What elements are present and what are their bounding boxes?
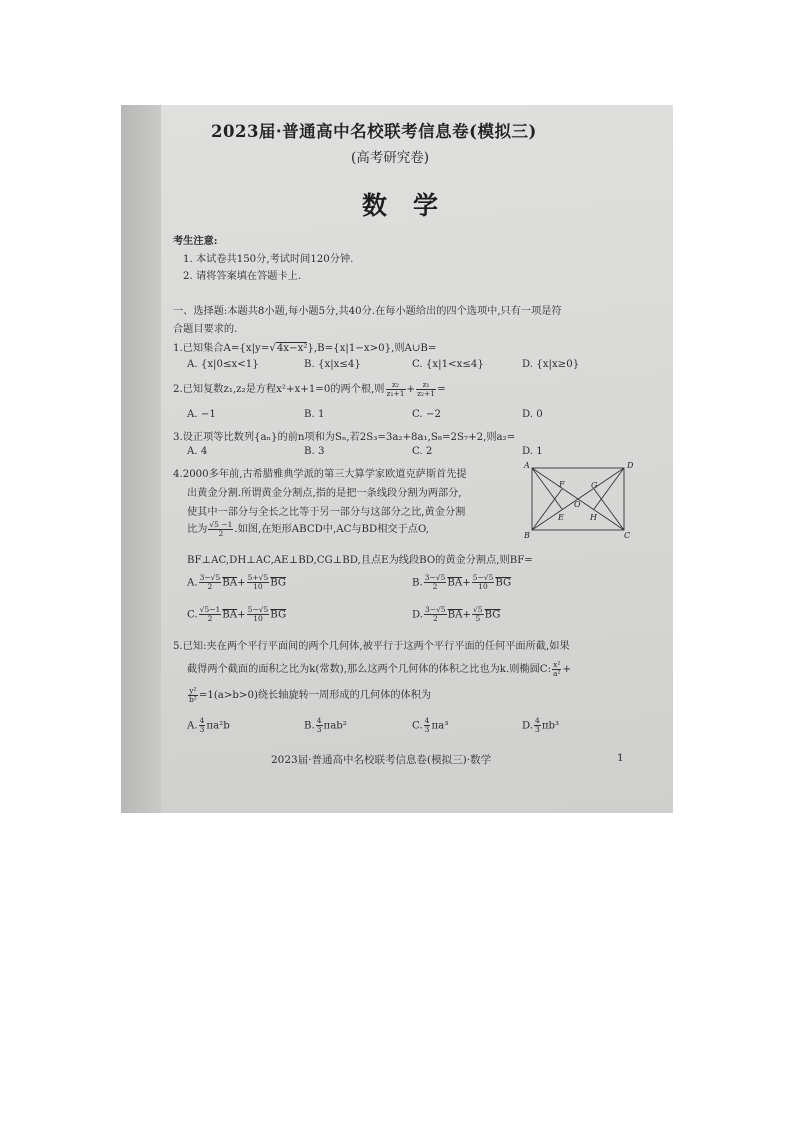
exam-subtitle: (高考研究卷) bbox=[351, 150, 430, 166]
fraction bbox=[199, 606, 222, 623]
segment-cg bbox=[594, 489, 624, 530]
label-a: A bbox=[524, 461, 530, 470]
option-c: C. −2 bbox=[412, 409, 441, 420]
sqrt-symbol: √ bbox=[269, 343, 276, 354]
numerator: 5−√5 bbox=[472, 573, 494, 582]
option-d: D. 1 bbox=[522, 446, 543, 457]
question-5-line bbox=[187, 660, 571, 678]
fraction bbox=[424, 606, 447, 623]
question-4-line: 出黄金分割.所谓黄金分割点,指的是把一条线段分割为两部分, bbox=[187, 488, 462, 499]
option-a: A. −1 bbox=[187, 409, 216, 420]
notice-heading: 考生注意: bbox=[173, 235, 218, 247]
option-a: A. {x|0≤x<1} bbox=[187, 359, 259, 370]
golden-ratio-fraction bbox=[208, 521, 233, 538]
denominator: 3 bbox=[316, 725, 322, 734]
numerator: y² bbox=[189, 685, 197, 695]
option-label: A. bbox=[187, 577, 198, 589]
fraction bbox=[472, 574, 495, 591]
numerator: √5 −1 bbox=[209, 519, 233, 529]
q5-text: 截得两个截面的面积之比为k(常数),那么这两个几何体的体积之比也为k.则椭圆C: bbox=[187, 664, 551, 675]
fraction bbox=[416, 381, 436, 398]
label-b: B bbox=[524, 531, 530, 540]
option-a: A. 4 bbox=[187, 446, 208, 457]
plus-sign: + bbox=[562, 664, 572, 675]
option-expression: πab² bbox=[323, 720, 347, 732]
denominator: 5 bbox=[475, 614, 481, 623]
fraction bbox=[247, 574, 270, 591]
q2-stem-part: 2.已知复数z₁,z₂是方程x²+x+1=0的两个根,则 bbox=[173, 384, 385, 395]
fraction bbox=[424, 574, 447, 591]
denominator: 2 bbox=[207, 614, 213, 623]
option-b: B. 1 bbox=[304, 409, 325, 420]
option-expression: πb³ bbox=[541, 720, 560, 732]
section-heading-cont: 合题目要求的. bbox=[173, 324, 238, 335]
segment-bf bbox=[532, 489, 562, 530]
plus-sign: + bbox=[406, 384, 416, 395]
fraction bbox=[424, 717, 431, 734]
vector-ba: $\overline{BA}$ bbox=[222, 577, 238, 589]
option-d bbox=[412, 606, 500, 623]
question-1-stem bbox=[173, 339, 436, 354]
fraction bbox=[316, 717, 323, 734]
vector-bg: $\overline{BG}$ bbox=[484, 609, 501, 621]
denominator: z₁+1 bbox=[386, 388, 405, 398]
page-number: 1 bbox=[617, 752, 624, 764]
numerator: 5+√5 bbox=[247, 573, 269, 582]
fraction bbox=[199, 717, 206, 734]
option-d bbox=[522, 717, 559, 734]
option-label: D. bbox=[522, 720, 534, 732]
option-label: D. bbox=[412, 609, 424, 621]
plus-sign: + bbox=[237, 577, 246, 589]
fraction bbox=[199, 574, 222, 591]
denominator: 3 bbox=[424, 725, 430, 734]
question-5-line: 5.已知:夹在两个平行平面间的两个几何体,被平行于这两个平行平面的任何平面所截,如果 bbox=[173, 641, 570, 652]
photo-background-edge bbox=[121, 105, 161, 813]
label-o: O bbox=[574, 500, 581, 509]
option-c bbox=[187, 606, 286, 623]
option-c: C. {x|1<x≤4} bbox=[412, 359, 484, 370]
vector-ba: $\overline{BA}$ bbox=[222, 609, 238, 621]
option-d: D. 0 bbox=[522, 409, 543, 420]
q4-text: .如图,在矩形ABCD中,AC与BD相交于点O, bbox=[234, 524, 429, 535]
numerator: √5−1 bbox=[199, 605, 221, 614]
denominator: z₂+1 bbox=[417, 388, 436, 398]
notice-item: 2. 请将答案填在答题卡上. bbox=[183, 271, 302, 282]
vector-bg: $\overline{BG}$ bbox=[270, 609, 287, 621]
segment-ae bbox=[532, 468, 562, 509]
q1-stem-part: 1.已知集合A={x|y= bbox=[173, 343, 270, 354]
option-expression: πa²b bbox=[206, 720, 230, 732]
segment-dh bbox=[594, 468, 624, 509]
vector-ba: $\overline{BA}$ bbox=[447, 577, 463, 589]
option-label: C. bbox=[412, 720, 423, 732]
option-label: C. bbox=[187, 609, 198, 621]
numerator: 5−√5 bbox=[247, 605, 269, 614]
fraction bbox=[472, 606, 484, 623]
option-label: B. bbox=[304, 720, 315, 732]
numerator: 3−√5 bbox=[199, 573, 221, 582]
vector-ba: $\overline{BA}$ bbox=[447, 609, 463, 621]
label-d: D bbox=[627, 461, 634, 470]
label-h: H bbox=[590, 513, 597, 522]
rectangle-abcd-figure bbox=[521, 460, 637, 542]
question-4-line: BF⊥AC,DH⊥AC,AE⊥BD,CG⊥BD,且点E为线段BO的黄金分割点,则BF= bbox=[187, 555, 533, 566]
section-heading: 一、选择题:本题共8小题,每小题5分,共40分.在每小题给出的四个选项中,只有一项是符 bbox=[173, 306, 562, 317]
fraction bbox=[552, 661, 561, 678]
label-f: F bbox=[559, 480, 565, 489]
q1-sqrt-content: 4x−x² bbox=[276, 343, 308, 354]
label-g: G bbox=[591, 481, 598, 490]
numerator: 3−√5 bbox=[424, 573, 446, 582]
question-3-stem: 3.设正项等比数列{aₙ}的前n项和为Sₙ,若2S₃=3a₂+8a₁,S₈=2S₇+2,则a₂= bbox=[173, 432, 516, 443]
option-label: A. bbox=[187, 720, 198, 732]
numerator: √5 bbox=[473, 605, 483, 614]
option-d: D. {x|x≥0} bbox=[522, 359, 580, 370]
label-e: E bbox=[558, 513, 564, 522]
q5-text: =1(a>b>0)绕长轴旋转一周形成的几何体的体积为 bbox=[198, 690, 432, 701]
denominator: 10 bbox=[253, 614, 263, 623]
option-a bbox=[187, 717, 230, 734]
denominator: 3 bbox=[199, 725, 205, 734]
option-c: C. 2 bbox=[412, 446, 433, 457]
subject-title: 数学 bbox=[362, 191, 465, 220]
numerator: 4 bbox=[424, 716, 430, 725]
vector-bg: $\overline{BG}$ bbox=[495, 577, 512, 589]
page-footer: 2023届·普通高中名校联考信息卷(模拟三)·数学 bbox=[271, 754, 492, 766]
option-expression: πa³ bbox=[431, 720, 449, 732]
vector-bg: $\overline{BG}$ bbox=[270, 577, 287, 589]
numerator: 4 bbox=[316, 716, 322, 725]
q1-stem-part: },B={x|1−x>0},则A∪B= bbox=[307, 343, 437, 354]
option-b bbox=[412, 574, 511, 591]
denominator: 10 bbox=[478, 582, 488, 591]
plus-sign: + bbox=[462, 609, 472, 621]
q4-text: 比为 bbox=[187, 524, 208, 535]
exam-title: 2023届·普通高中名校联考信息卷(模拟三) bbox=[211, 122, 537, 141]
question-2-stem bbox=[173, 380, 446, 398]
numerator: x² bbox=[553, 659, 561, 669]
plus-sign: + bbox=[462, 577, 471, 589]
numerator: 3−√5 bbox=[425, 605, 446, 614]
denominator: 2 bbox=[218, 528, 224, 538]
fraction bbox=[188, 687, 198, 704]
numerator: z₂ bbox=[386, 381, 406, 390]
option-b: B. 3 bbox=[304, 446, 325, 457]
fraction bbox=[534, 717, 541, 734]
denominator: 2 bbox=[432, 582, 438, 591]
notice-item: 1. 本试卷共150分,考试时间120分钟. bbox=[183, 254, 354, 265]
question-4-line bbox=[187, 520, 429, 538]
question-5-line bbox=[187, 686, 431, 704]
numerator: 4 bbox=[199, 716, 205, 725]
label-c: C bbox=[624, 531, 631, 540]
option-label: B. bbox=[412, 577, 423, 589]
denominator: 10 bbox=[253, 582, 263, 591]
fraction bbox=[247, 606, 270, 623]
plus-sign: + bbox=[237, 609, 246, 621]
q2-stem-part: = bbox=[437, 384, 446, 395]
option-c bbox=[412, 717, 448, 734]
fraction bbox=[386, 381, 406, 398]
denominator: b² bbox=[189, 694, 197, 704]
denominator: 3 bbox=[535, 725, 540, 734]
numerator: 4 bbox=[535, 716, 540, 725]
question-4-line: 使其中一部分与全长之比等于另一部分与这部分之比,黄金分割 bbox=[187, 507, 466, 518]
question-4-line: 4.2000多年前,古希腊雅典学派的第三大算学家欧道克萨斯首先提 bbox=[173, 469, 467, 480]
option-a bbox=[187, 574, 286, 591]
denominator: 2 bbox=[207, 582, 213, 591]
denominator: a² bbox=[553, 668, 561, 678]
denominator: 2 bbox=[432, 614, 438, 623]
numerator: z₁ bbox=[416, 381, 436, 390]
option-b bbox=[304, 717, 347, 734]
option-b: B. {x|x≤4} bbox=[304, 359, 361, 370]
